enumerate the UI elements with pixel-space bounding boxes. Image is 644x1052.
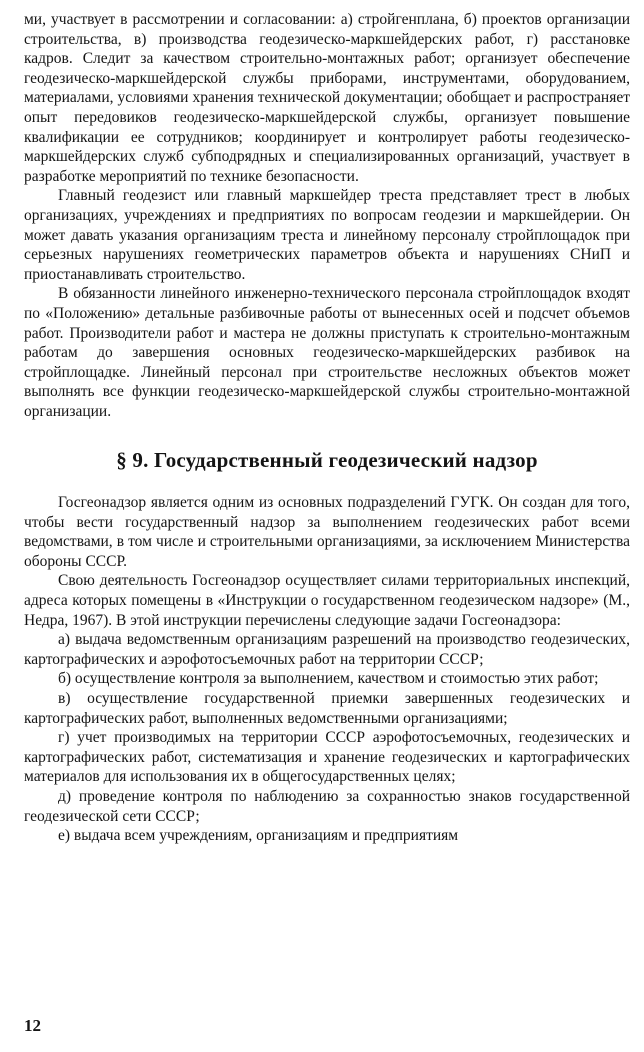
list-item-d: д) проведение контроля по наблюдению за сохранностью знаков государственной геодезической сети СССР; [24,787,630,825]
paragraph-chief-geodesist: Главный геодезист или главный маркшейдер треста представляет трест в любых организациях, учреждениях и предприятиях по вопросам геодезии и маркшейдерии. Он может давать указания организациям треста и линейному персоналу стройплощадок при серьезных нарушениях геометрических параметров объекта и нарушениях СНиП и приостанавливать строительство. [24,187,630,283]
section-title: § 9. Государственный геодезический надзор [116,448,538,473]
list-item-b: б) осуществление контроля за выполнением, качеством и стоимостью этих работ; [58,670,599,688]
page-number: 12 [24,1016,41,1035]
paragraph-continuation: ми, участвует в рассмотрении и согласовании: а) стройгенплана, б) проектов организации строительства, в) производства геодезическо-маркшейдерских работ, г) расстановке кадров. Следит за качеством строительно-монтажных работ; организует обеспечение геодезическо-маркшейдерской службы приборами, инструментами, оборудованием, материалами, условиями хранения технической документации; обобщает и распространяет опыт передовиков геодезическо-маркшейдерской службы, организует повышение квалификации ее сотрудников; координирует и контролирует работы геодезическо-маркшейдерских служб субподрядных и специализированных организаций, участвует в разработке мероприятий по технике безопасности. [24,11,630,185]
list-item-g: г) учет производимых на территории СССР аэрофотосъемочных, геодезических и картографических работ, систематизация и хранение геодезических и картографических материалов для использования их в общегосударственных целях; [24,729,630,786]
paragraph-line-personnel: В обязанности линейного инженерно-технического персонала стройплощадок входят по «Положению» детальные разбивочные работы от вынесенных осей и подсчет объемов работ. Производители работ и мастера не должны приступать к строительно-монтажным работам до завершения основных геодезическо-маркшейдерских разбивок на стройплощадке. Линейный персонал при строительстве несложных объектов может выполнять все функции геодезическо-маркшейдерской службы строительно-монтажной организации. [24,285,630,420]
list-item-a: а) выдача ведомственным организациям разрешений на производство геодезических, картографических и аэрофотосъемочных работ на территории СССР; [24,631,630,668]
list-item-e: е) выдача всем учреждениям, организациям и предприятиям [58,827,459,845]
paragraph-gosgeonadzor-intro: Госгеонадзор является одним из основных подразделений ГУГК. Он создан для того, чтобы вести государственный надзор за выполнением геодезических работ всеми ведомствами, в том числе и строительными организациями, за исключением Министерства обороны СССР. [24,494,630,570]
list-item-v: в) осуществление государственной приемки завершенных геодезических и картографических работ, выполненных ведомственными организациями; [24,690,630,727]
paragraph-activity: Свою деятельность Госгеонадзор осуществляет силами территориальных инспекций, адреса которых помещены в «Инструкции о государственном геодезическом надзоре» (М., Недра, 1967). В этой инструкции перечислены следующие задачи Госгеонадзора: [24,572,630,629]
